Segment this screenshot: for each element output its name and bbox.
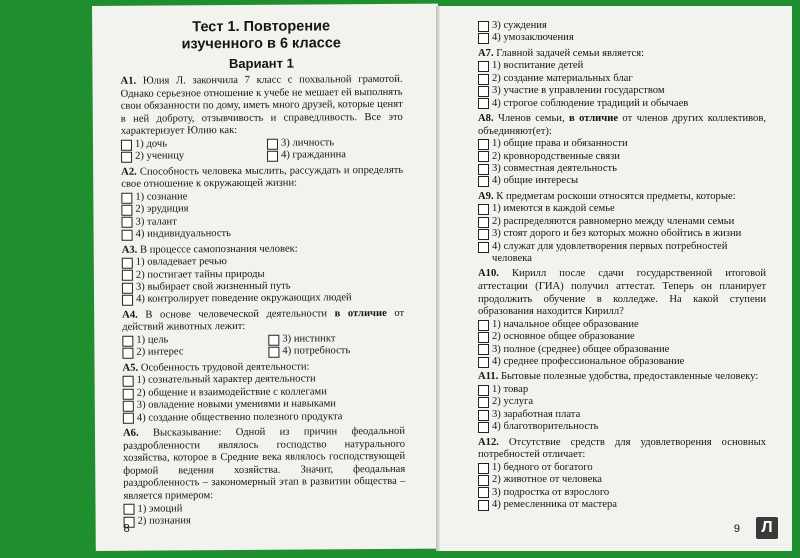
- checkbox[interactable]: [478, 86, 489, 97]
- checkbox[interactable]: [478, 410, 489, 421]
- answer-option[interactable]: 4) общие интересы: [478, 175, 766, 187]
- answer-option[interactable]: 4) строгое соблюдение традиций и обычаев: [478, 98, 766, 110]
- continued-options: [478, 20, 766, 45]
- checkbox[interactable]: [478, 332, 489, 343]
- checkbox[interactable]: [122, 270, 133, 281]
- question-text: Отсутствие средств для удовлетворения основных потребностей отличает:: [478, 436, 766, 461]
- checkbox[interactable]: [478, 463, 489, 474]
- checkbox[interactable]: [478, 74, 489, 85]
- checkbox[interactable]: [123, 376, 134, 387]
- question-text: Членов семьи,: [498, 113, 569, 125]
- answer-option[interactable]: 4) умозаключения: [478, 32, 766, 44]
- checkbox[interactable]: [478, 21, 489, 32]
- question-number: А5.: [122, 362, 139, 374]
- answer-option[interactable]: 1) начальное общее образование: [478, 319, 766, 331]
- checkbox[interactable]: [478, 475, 489, 486]
- answer-option[interactable]: 4) ремесленника от мастера: [478, 499, 766, 511]
- checkbox[interactable]: [122, 335, 133, 346]
- checkbox[interactable]: [478, 487, 489, 498]
- answer-option[interactable]: 3) выбирает свой жизненный путь: [122, 280, 404, 294]
- question-text: Способность человека мыслить, рассуждать и определять свое отношение к окружающей жизни:: [121, 164, 404, 191]
- answer-option[interactable]: 4) создание общественно полезного продукта: [123, 410, 405, 424]
- checkbox[interactable]: [478, 320, 489, 331]
- question-number: А12.: [478, 436, 499, 448]
- answer-option[interactable]: 2) распределяются равномерно между членами семьи: [478, 216, 766, 228]
- question-text: В основе человеческой деятельности: [145, 308, 335, 321]
- question-number: А3.: [121, 244, 138, 256]
- title-line-2: изученного в 6 классе: [181, 35, 341, 53]
- answer-option[interactable]: 2) создание материальных благ: [478, 73, 766, 85]
- question-number: А9.: [478, 190, 494, 202]
- checkbox[interactable]: [267, 151, 278, 162]
- checkbox[interactable]: [478, 385, 489, 396]
- checkbox[interactable]: [121, 152, 132, 163]
- answer-option[interactable]: 2) познания: [124, 514, 406, 528]
- answer-option[interactable]: 1) цель: [122, 334, 258, 347]
- checkbox[interactable]: [123, 413, 134, 424]
- checkbox[interactable]: [121, 217, 132, 228]
- answer-option[interactable]: 1) дочь: [121, 138, 257, 151]
- answer-option[interactable]: 1) общие права и обязанности: [478, 138, 766, 150]
- checkbox[interactable]: [268, 347, 279, 358]
- checkbox[interactable]: [478, 139, 489, 150]
- question-number: А11.: [478, 371, 499, 383]
- answer-option[interactable]: 4) индивидуальность: [122, 227, 404, 241]
- checkbox[interactable]: [121, 139, 132, 150]
- question-a4: [122, 308, 404, 360]
- checkbox[interactable]: [122, 348, 133, 359]
- question-a8: [478, 113, 766, 188]
- answer-option[interactable]: 1) имеются в каждой семье: [478, 203, 766, 215]
- page-number: 9: [733, 523, 740, 535]
- question-text: Высказывание: Одной из причин феодальной раздробленности являлось господство натурального хозяйства, которое в Средние века являлось господствующей формой ведения хозяйства. Значит, феодальная раздробленность – закономерный этап в развитии общества – является примером:: [123, 425, 406, 502]
- answer-option[interactable]: 4) среднее профессиональное образование: [478, 356, 766, 368]
- checkbox[interactable]: [478, 229, 489, 240]
- answer-option[interactable]: 4) гражданина: [267, 149, 403, 162]
- question-number: А1.: [120, 75, 137, 87]
- checkbox[interactable]: [478, 242, 489, 253]
- answer-option[interactable]: 2) общение и взаимодействие с коллегами: [123, 386, 405, 400]
- question-a9: [478, 191, 766, 266]
- checkbox[interactable]: [122, 230, 133, 241]
- answer-option[interactable]: 4) контролирует поведение окружающих людей: [122, 292, 404, 306]
- checkbox[interactable]: [478, 151, 489, 162]
- answer-option[interactable]: 3) суждения: [478, 20, 766, 32]
- answer-option[interactable]: 1) бедного от богатого: [478, 462, 766, 474]
- question-emphasis: в отличие: [569, 113, 619, 125]
- checkbox[interactable]: [478, 344, 489, 355]
- question-text: от членов других коллективов, объединяют(ет):: [478, 113, 767, 137]
- answer-option[interactable]: 2) кровнородственные связи: [478, 151, 766, 163]
- checkbox[interactable]: [267, 138, 278, 149]
- question-number: А6.: [122, 427, 139, 439]
- answer-option[interactable]: 2) основное общее образование: [478, 331, 766, 343]
- answer-option[interactable]: 3) совместная деятельность: [478, 163, 766, 175]
- checkbox[interactable]: [121, 205, 132, 216]
- question-number: А4.: [122, 309, 138, 321]
- checkbox[interactable]: [478, 61, 489, 72]
- question-number: А2.: [121, 166, 137, 178]
- question-a3: [122, 242, 404, 306]
- question-text: К предметам роскоши относятся предметы, которые:: [496, 190, 736, 202]
- checkbox[interactable]: [478, 422, 489, 433]
- answer-option[interactable]: 3) овладение новыми умениями и навыками: [123, 398, 405, 412]
- answer-option[interactable]: 3) полное (среднее) общее образование: [478, 344, 766, 356]
- checkbox[interactable]: [478, 176, 489, 187]
- answer-option[interactable]: 3) заработная плата: [478, 409, 766, 421]
- question-a5: [122, 361, 404, 425]
- answer-option[interactable]: 4) потребность: [268, 345, 404, 358]
- page-number: 8: [123, 522, 130, 535]
- answer-option[interactable]: 3) подростка от взрослого: [478, 487, 766, 499]
- answer-option[interactable]: 2) животное от человека: [478, 474, 766, 486]
- answer-option[interactable]: 2) эрудиция: [121, 202, 403, 216]
- answer-option[interactable]: 3) стоят дорого и без которых можно обойтись в жизни: [478, 228, 766, 240]
- variant-heading: Вариант 1: [228, 55, 294, 72]
- checkbox[interactable]: [122, 295, 133, 306]
- title-line-1: Тест 1. Повторение: [192, 18, 331, 36]
- checkbox[interactable]: [478, 164, 489, 175]
- answer-option[interactable]: 1) сознательный характер деятельности: [123, 373, 405, 387]
- checkbox[interactable]: [478, 357, 489, 368]
- test-title: [120, 18, 402, 54]
- answer-option[interactable]: 2) ученицу: [121, 150, 257, 163]
- answer-option[interactable]: 3) инстинкт: [268, 333, 404, 346]
- answer-option[interactable]: 4) служат для удовлетворения первых потребностей человека: [478, 241, 766, 266]
- checkbox[interactable]: [122, 282, 133, 293]
- checkbox[interactable]: [123, 401, 134, 412]
- question-a10: [478, 268, 766, 368]
- answer-option[interactable]: 1) эмоций: [123, 501, 405, 515]
- answer-option[interactable]: 1) сознание: [121, 190, 403, 204]
- answer-option[interactable]: 3) талант: [121, 215, 403, 229]
- question-text: Главной задачей семьи является:: [496, 47, 645, 59]
- answer-option[interactable]: 4) благотворительность: [478, 421, 766, 433]
- question-number: А8.: [478, 113, 494, 125]
- checkbox[interactable]: [121, 192, 132, 203]
- question-a1: [120, 74, 403, 164]
- answer-option[interactable]: 2) услуга: [478, 396, 766, 408]
- publisher-logo-icon: Л: [756, 517, 778, 539]
- checkbox[interactable]: [478, 98, 489, 109]
- question-emphasis: в отличие: [334, 307, 387, 320]
- checkbox[interactable]: [268, 334, 279, 345]
- checkbox[interactable]: [123, 388, 134, 399]
- question-a7: [478, 48, 766, 110]
- checkbox[interactable]: [478, 500, 489, 511]
- answer-option[interactable]: 2) интерес: [122, 346, 258, 359]
- left-page: [92, 4, 442, 551]
- answer-option[interactable]: 1) воспитание детей: [478, 60, 766, 72]
- checkbox[interactable]: [478, 33, 489, 44]
- right-page: [440, 6, 792, 551]
- question-a2: [121, 165, 404, 242]
- question-text: Бытовые полезные удобства, предоставленные человеку:: [500, 371, 759, 383]
- answer-option[interactable]: 3) участие в управлении государством: [478, 85, 766, 97]
- question-a6: [123, 426, 406, 528]
- checkbox[interactable]: [478, 397, 489, 408]
- question-number: А7.: [478, 47, 494, 59]
- answer-option[interactable]: 1) товар: [478, 384, 766, 396]
- checkbox[interactable]: [122, 258, 133, 269]
- answer-option[interactable]: 2) постигает тайны природы: [122, 267, 404, 281]
- answer-option[interactable]: 3) личность: [267, 137, 403, 150]
- checkbox[interactable]: [478, 204, 489, 215]
- checkbox[interactable]: [478, 217, 489, 228]
- question-text: Юлия Л. закончила 7 класс с похвальной грамотой. Однако серьезное отношение к учебе не мешает ей выполнять свои обязанности по дому, иметь много друзей, которые ценят в ней доброту, отзывчивость и справедливость. Все это характеризует Юлию как:: [120, 73, 403, 138]
- question-text: Кирилл после сдачи государственной итоговой аттестации (ГИА) получил аттестат. Теперь он планирует продолжить обучение в колледже. На какой ступени образования находится Кирилл?: [478, 268, 766, 318]
- checkbox[interactable]: [123, 504, 134, 515]
- question-text: от действий животных лежит:: [122, 307, 405, 334]
- question-a12: [478, 437, 766, 512]
- answer-option[interactable]: 1) овладевает речью: [122, 255, 404, 269]
- question-text: Особенность трудовой деятельности:: [140, 361, 310, 374]
- question-number: А10.: [478, 268, 499, 280]
- question-a11: [478, 371, 766, 433]
- question-text: В процессе самопознания человек:: [139, 243, 298, 256]
